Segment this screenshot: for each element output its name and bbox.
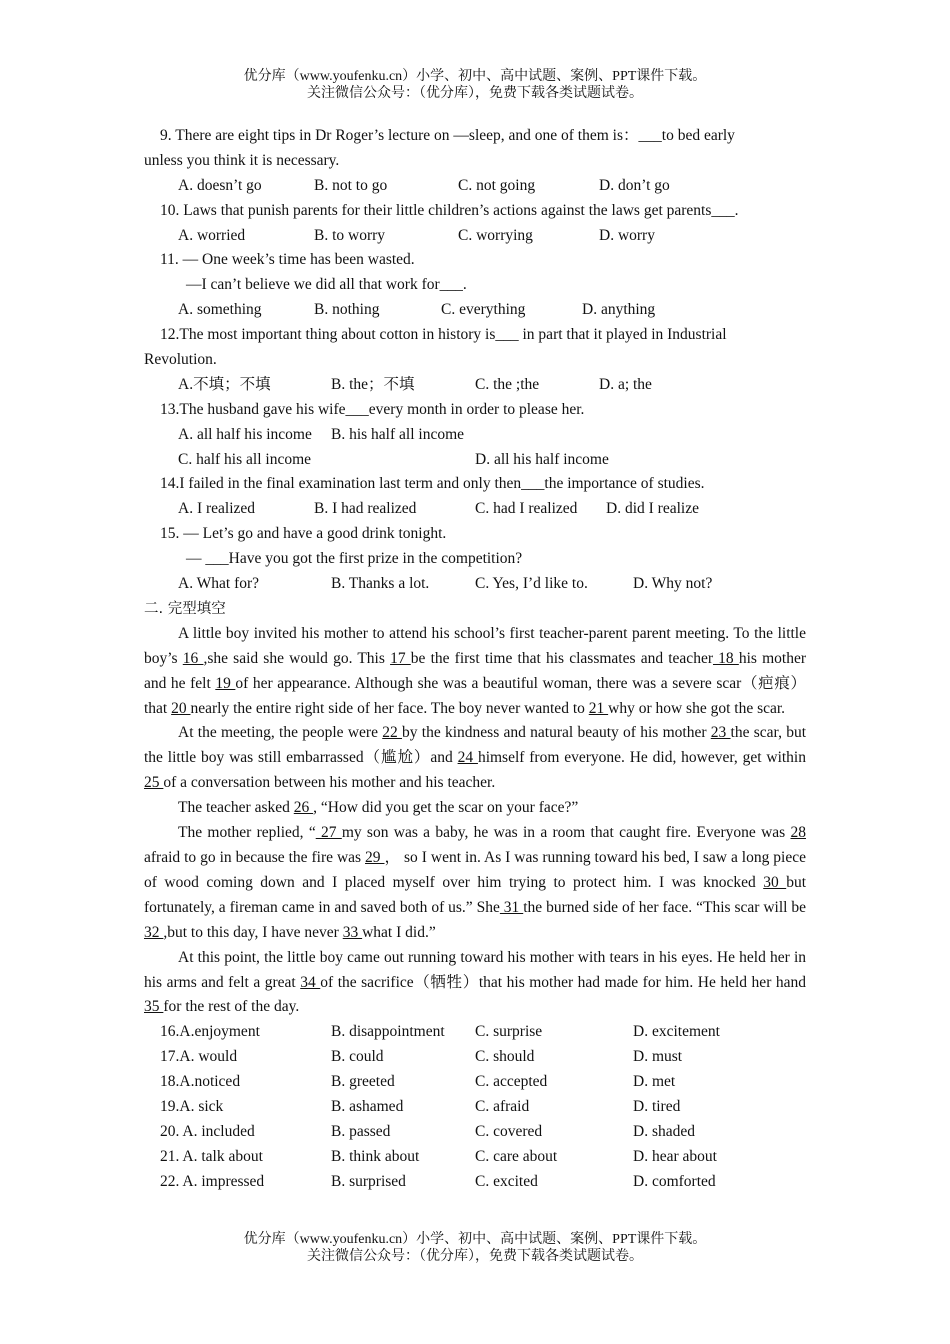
blank-31: 31 (499, 898, 524, 916)
option-d: D. shaded (633, 1122, 695, 1140)
question-15-stem-cont: — ___Have you got the first prize in the competition? (186, 550, 523, 568)
text: ， so I went in. As I was running toward his bed, I saw a long piece of wood coming down and I placed myself over him trying to protect him. I was knocked (144, 848, 807, 891)
option-d: D. worry (599, 226, 655, 244)
question-10-stem: 10. Laws that punish parents for their little children’s actions against the laws get parents___. (160, 201, 739, 219)
section-title: 二. 完型填空 (144, 600, 226, 617)
cloze-option-row-22 (144, 1170, 806, 1195)
option-c: C. everything (441, 301, 526, 319)
question-9-stem-cont: unless you think it is necessary. (144, 151, 340, 169)
text: of her appearance. Although she was a beautiful woman, there was a severe scar（疤痕）that (144, 674, 806, 717)
paragraph-1 (144, 622, 806, 722)
blank-33: 33 (342, 923, 363, 941)
option-d: D. anything (582, 301, 656, 319)
footer-line-2: 关注微信公众号：（优分库），免费下载各类试题试卷。 (307, 1249, 643, 1264)
blank-29: 29 (365, 848, 385, 866)
option-a: A. I realized (178, 500, 256, 518)
option-c: C. excited (475, 1172, 538, 1190)
question-10-options (144, 224, 806, 249)
option-c: C. covered (475, 1122, 543, 1140)
text: ,she said she would go. This (203, 649, 391, 667)
blank-16: 16 (182, 649, 204, 667)
blank-28: 28 (790, 824, 806, 842)
question-12-options (144, 373, 806, 398)
paragraph-3 (144, 796, 806, 821)
text: his mother and he felt (144, 649, 807, 692)
option-a: A. all half his income (178, 425, 312, 443)
option-d: D. comforted (633, 1172, 716, 1190)
text: the scar, but the little boy was still embarrassed（尴尬）and (144, 724, 807, 767)
option-d: D. tired (633, 1097, 681, 1115)
paragraph-4 (144, 821, 806, 946)
question-9-stem: 9. There are eight tips in Dr Roger’s lecture on —sleep, and one of them is：___to bed early (160, 127, 735, 144)
text: nearly the entire right side of her face. The boy never wanted to (190, 699, 589, 717)
option-b: B. could (331, 1048, 384, 1066)
text: , “How did you get the scar on your face?” (313, 799, 579, 817)
option-b: B. Thanks a lot. (331, 575, 430, 593)
option-a: 19.A. sick (160, 1097, 224, 1115)
cloze-options (144, 1020, 806, 1194)
text: my son was a baby, he was in a room that caught fire. Everyone was (341, 824, 791, 842)
text: of the sacrifice（牺牲）that his mother had made for him. He held her hand (320, 973, 807, 991)
option-c: C. care about (475, 1147, 558, 1165)
option-c: C. not going (458, 176, 536, 194)
question-12-stem: 12.The most important thing about cotton in history is___ in part that it played in Industrial (160, 326, 727, 344)
blank-25: 25 (144, 774, 164, 792)
text: for the rest of the day. (163, 998, 300, 1016)
blank-18: 18 (712, 649, 739, 667)
option-a: 22. A. impressed (160, 1172, 265, 1190)
blank-30: 30 (763, 873, 787, 891)
question-11-options (144, 298, 806, 323)
option-a: A. worried (178, 226, 246, 244)
blank-23: 23 (710, 724, 731, 742)
text: At the meeting, the people were (178, 724, 383, 742)
option-c: C. had I realized (475, 500, 578, 518)
header-line-1: 优分库（www.youfenku.cn）小学、初中、高中试题、案例、PPT课件下载。 (243, 69, 707, 84)
text: by the kindness and natural beauty of his mother (402, 724, 711, 742)
exam-content (144, 124, 806, 1195)
option-b: B. nothing (314, 301, 380, 319)
text: At this point, the little boy came out running toward his mother with tears in his eyes. He held her in his arms and felt a great (144, 948, 806, 991)
option-b: B. ashamed (331, 1097, 404, 1115)
question-15-stem: 15. — Let’s go and have a good drink tonight. (160, 525, 447, 543)
option-c: C. half his all income (178, 450, 312, 468)
question-12-stem-cont: Revolution. (144, 351, 217, 369)
blank-24: 24 (457, 749, 478, 767)
option-d: D. Why not? (633, 575, 713, 593)
question-9-options (144, 174, 806, 199)
option-d: D. did I realize (606, 500, 699, 518)
option-c: C. surprise (475, 1023, 543, 1041)
text: why or how she got the scar. (608, 699, 786, 717)
cloze-option-row-16 (144, 1020, 806, 1045)
question-15-options (144, 572, 806, 597)
option-c: C. Yes, I’d like to. (475, 575, 588, 593)
blank-20: 20 (171, 699, 191, 717)
blank-17: 17 (390, 649, 411, 667)
option-b: B. passed (331, 1122, 391, 1140)
option-a: 16.A.enjoyment (160, 1023, 260, 1041)
question-14-stem: 14.I failed in the final examination last term and only then___the importance of studies. (160, 475, 705, 493)
option-b: B. disappointment (331, 1023, 445, 1041)
option-a: 18.A.noticed (160, 1073, 241, 1091)
option-b: B. think about (331, 1147, 420, 1165)
option-a: 17.A. would (160, 1048, 238, 1066)
footer-line-1: 优分库（www.youfenku.cn）小学、初中、高中试题、案例、PPT课件下载。 (243, 1232, 707, 1247)
option-a: A. What for? (178, 575, 260, 593)
text: but fortunately, a fireman came in and saved both of us.” She (144, 873, 806, 916)
blank-21: 21 (588, 699, 609, 717)
option-a: A. something (178, 301, 262, 319)
option-c: C. worrying (458, 226, 533, 244)
option-d: D. met (633, 1073, 676, 1091)
text: A little boy invited his mother to attend his school’s first teacher-parent parent meeting. To the little boy’s (144, 624, 806, 667)
paragraph-2 (144, 721, 806, 796)
text: ,but to this day, I have never (163, 923, 343, 941)
option-d: D. a; the (599, 375, 652, 393)
text: be the first time that his classmates and teacher (410, 649, 713, 667)
question-14-options (144, 497, 806, 522)
text: the burned side of her face. “This scar will be (523, 898, 807, 916)
option-c: C. afraid (475, 1097, 530, 1115)
question-13-stem: 13.The husband gave his wife___every month in order to please her. (160, 400, 585, 418)
option-b: B. to worry (314, 226, 386, 244)
option-a: 21. A. talk about (160, 1147, 263, 1165)
option-a: A.不填；不填 (178, 375, 271, 393)
option-c: C. accepted (475, 1073, 548, 1091)
blank-19: 19 (215, 674, 236, 692)
cloze-option-row-20 (144, 1120, 806, 1145)
text: what I did.” (362, 923, 436, 941)
page-header (0, 68, 950, 102)
option-b: B. the；不填 (331, 375, 415, 393)
blank-32: 32 (144, 923, 164, 941)
question-11-stem: 11. — One week’s time has been wasted. (160, 251, 415, 269)
header-line-2: 关注微信公众号：（优分库），免费下载各类试题试卷。 (307, 86, 643, 101)
option-a: 20. A. included (160, 1122, 255, 1140)
paragraph-5 (144, 946, 806, 1021)
option-b: B. greeted (331, 1073, 395, 1091)
option-d: D. all his half income (475, 450, 609, 468)
page-footer (0, 1231, 950, 1265)
option-c: C. should (475, 1048, 535, 1066)
text: The teacher asked (178, 799, 294, 817)
option-b: B. surprised (331, 1172, 406, 1190)
option-d: D. must (633, 1048, 683, 1066)
cloze-passage (144, 622, 806, 1021)
text: The mother replied, “ (178, 824, 316, 842)
question-13-options-row2 (144, 448, 806, 473)
question-13-options-row1 (144, 423, 806, 448)
option-b: B. not to go (314, 176, 388, 194)
text: himself from everyone. He did, however, get within (477, 749, 806, 767)
option-d: D. excitement (633, 1023, 720, 1041)
option-b: B. his half all income (331, 425, 465, 443)
blank-22: 22 (382, 724, 403, 742)
blank-27: 27 (315, 824, 342, 842)
cloze-option-row-18 (144, 1070, 806, 1095)
cloze-option-row-17 (144, 1045, 806, 1070)
blank-34: 34 (300, 973, 321, 991)
option-a: A. doesn’t go (178, 176, 262, 194)
option-d: D. don’t go (599, 176, 670, 194)
blank-26: 26 (293, 799, 314, 817)
option-b: B. I had realized (314, 500, 417, 518)
blank-35: 35 (144, 998, 164, 1016)
cloze-option-row-21 (144, 1145, 806, 1170)
text: of a conversation between his mother and his teacher. (163, 774, 496, 792)
question-11-stem-cont: —I can’t believe we did all that work for___. (186, 276, 467, 294)
option-c: C. the ;the (475, 375, 540, 393)
text: afraid to go in because the fire was (144, 848, 366, 866)
cloze-option-row-19 (144, 1095, 806, 1120)
option-d: D. hear about (633, 1147, 717, 1165)
